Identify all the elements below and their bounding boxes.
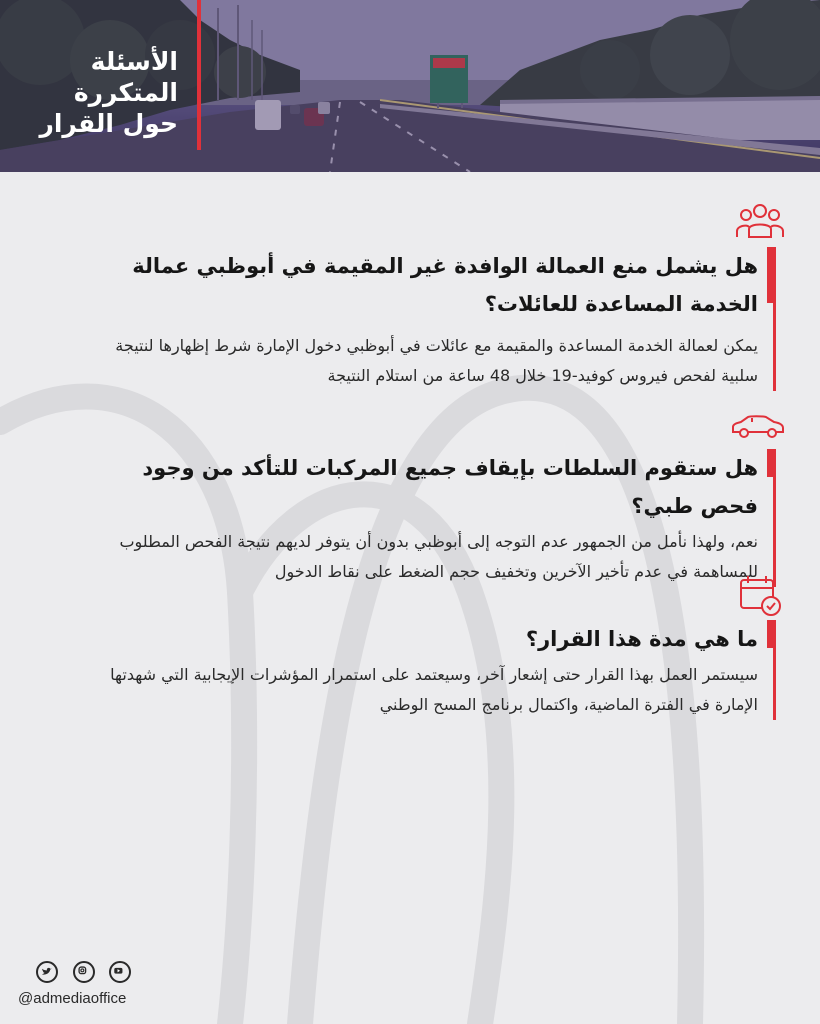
social-handle[interactable]: @admediaoffice (18, 990, 127, 1007)
faq-answer: يمكن لعمالة الخدمة المساعدة والمقيمة مع عائلات في أبوظبي دخول الإمارة شرط إظهارها لنتيجة سلبية لفحص فيروس كوفيد-19 خلال 48 ساعة من استلام النتيجة (115, 336, 758, 385)
section-accent (767, 620, 776, 648)
car-icon (730, 414, 786, 440)
faq-section-1 (113, 247, 776, 391)
faq-answer: سيستمر العمل بهذا القرار حتى إشعار آخر، وسيعتمد على استمرار المؤشرات الإيجابية التي شهدتها الإمارة في الفترة الماضية، واكتمال برنامج المسح الوطني (110, 665, 758, 714)
header-accent-bar (197, 0, 201, 150)
faq-section-3 (93, 620, 776, 720)
faq-question: هل يشمل منع العمالة الوافدة غير المقيمة في أبوظبي عمالة الخدمة المساعدة للعائلات؟ (132, 254, 758, 316)
calendar-check-icon (738, 574, 784, 618)
faq-question: ما هي مدة هذا القرار؟ (525, 627, 758, 651)
faq-section-2 (93, 449, 776, 587)
title-line: حول القرار (39, 109, 178, 138)
faq-question: هل ستقوم السلطات بإيقاف جميع المركبات للتأكد من وجود فحص طبي؟ (142, 456, 758, 518)
page-title (20, 46, 178, 139)
youtube-icon[interactable] (109, 961, 131, 983)
faq-answer: نعم، ولهذا نأمل من الجمهور عدم التوجه إلى أبوظبي بدون أن يتوفر لديهم نتيجة الفحص المطلوب للمساهمة في عدم تأخير الآخرين وتخفيف حجم الضغط على نقاط الدخول (119, 532, 758, 581)
title-line: الأسئلة (90, 47, 178, 76)
social-links (36, 961, 136, 987)
header-banner (0, 0, 820, 172)
people-group-icon (734, 200, 786, 240)
section-accent (767, 449, 776, 477)
instagram-icon[interactable] (73, 961, 95, 983)
section-accent (767, 247, 776, 303)
title-line: المتكررة (73, 78, 178, 107)
twitter-icon[interactable] (36, 961, 58, 983)
